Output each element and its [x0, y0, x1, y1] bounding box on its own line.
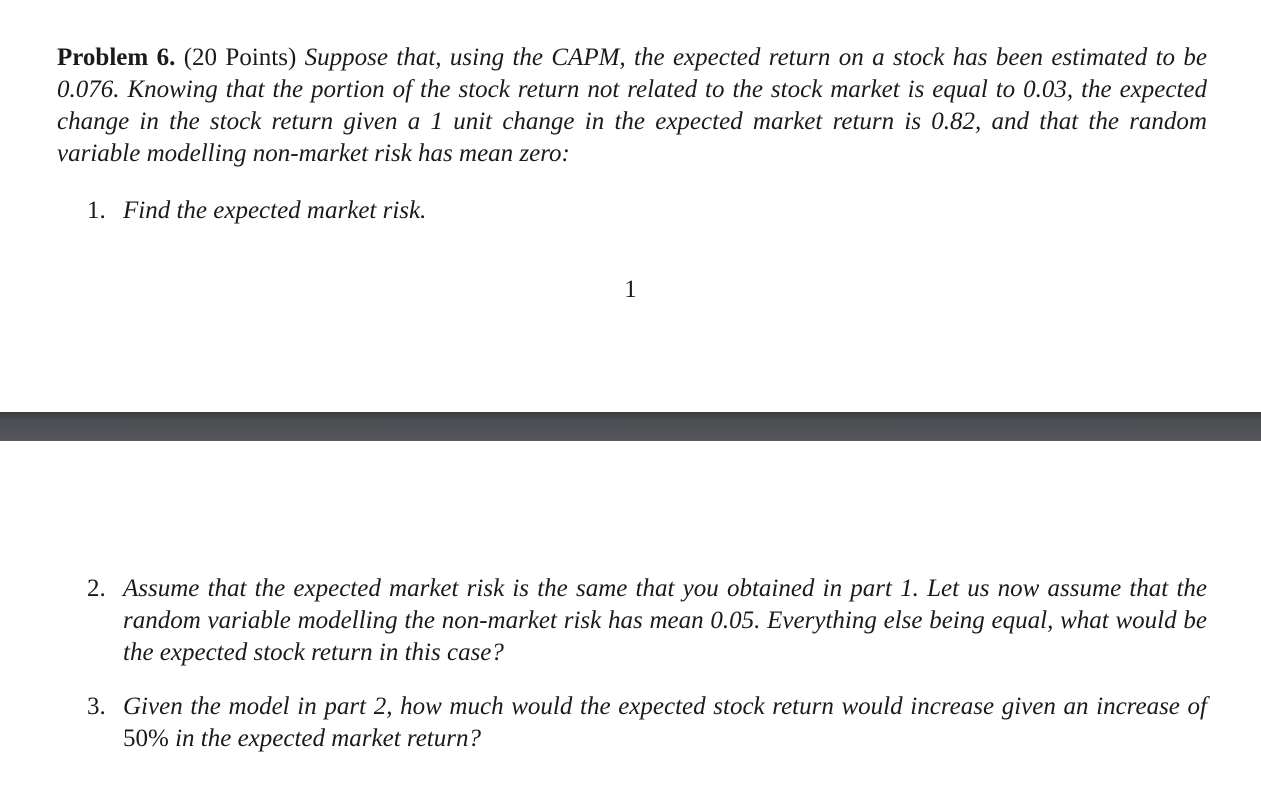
- item-number: 3.: [87, 693, 106, 720]
- item-text-after: in the expected market return?: [175, 725, 481, 752]
- item-text: Assume that the expected market risk is the same that you obtained in part 1. Let us now assume that the random variable modelling the non-market risk has mean 0.05. Everything else being equal, what would be the expected stock return in this case?: [123, 575, 1207, 666]
- item-percent: 50%: [123, 725, 169, 752]
- list-item-3: [87, 691, 1207, 755]
- item-text: [123, 691, 1207, 755]
- item-number: 1.: [87, 197, 106, 224]
- item-text: Find the expected market risk.: [123, 197, 427, 224]
- list-item-1: [87, 195, 1207, 227]
- page-divider: [0, 412, 1261, 441]
- problem-heading: Problem 6.: [57, 44, 176, 71]
- problem-points: (20 Points): [183, 44, 297, 71]
- page-number: 1: [624, 276, 637, 303]
- problem-statement: [57, 42, 1207, 170]
- page-2: [0, 441, 1261, 797]
- problem-text: Suppose that, using the CAPM, the expected return on a stock has been estimated to be 0.076. Knowing that the portion of the stock return not related to the stock market is equal to 0.03, the expected change in the stock return given a 1 unit change in the expected market return is 0.82, and that the random variable modelling non-market risk has mean zero:: [57, 44, 1208, 167]
- item-number: 2.: [87, 575, 106, 602]
- item-text-before: Given the model in part 2, how much would the expected stock return would increase given an increase of: [123, 693, 1207, 720]
- list-item-2: [87, 573, 1207, 669]
